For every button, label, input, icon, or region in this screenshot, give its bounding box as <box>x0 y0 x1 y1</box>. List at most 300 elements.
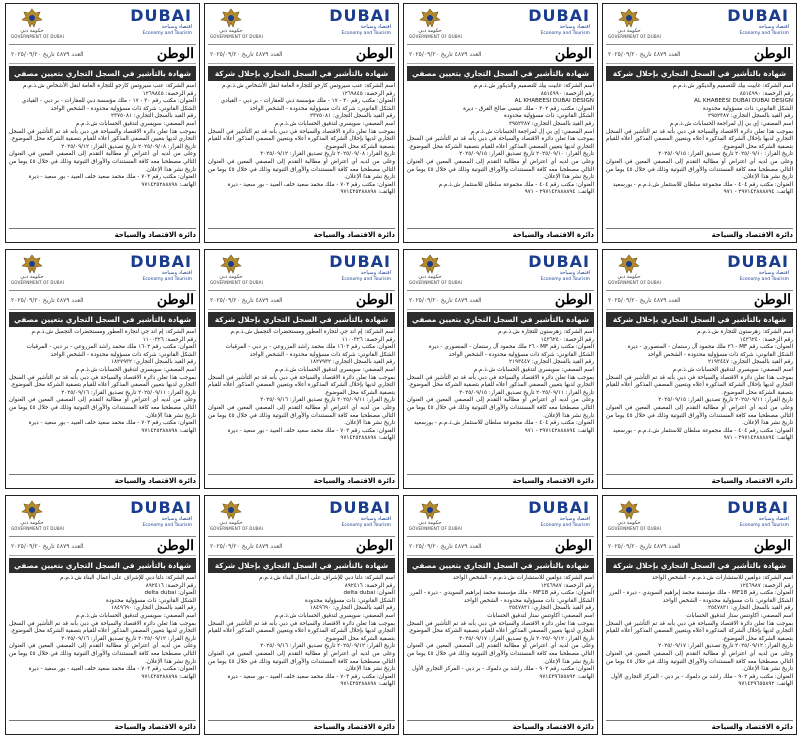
notice-line: الهاتف: ٩٧١٤٣٩٦٥٥٨٩٢ <box>738 681 793 688</box>
notice-line: اسم الشركة: غابيت بيك للتصميم والديكور ش.ذ.م.م <box>473 83 594 89</box>
notice-header <box>208 6 395 45</box>
notice-footer <box>9 474 196 485</box>
notice-line: العنوان: مكتب رقم MF18 - ملك مؤسسة محمد إبراهيم السويدي - ديرة - المرر <box>608 590 793 597</box>
newspaper-name: الوطن <box>554 292 592 308</box>
notice-footer <box>208 228 395 239</box>
government-name-ar: حكومة دبي <box>219 28 243 34</box>
department-name: دائرة الاقتصاد والسياحة <box>512 231 594 239</box>
notice-line: الهاتف: ٩٧١٤٢٥٢٨٨٨٩٨ <box>340 681 395 688</box>
notice-line: اسم الشركة: دلتا دبي للإشراف على أعمال البناء ش.ذ.م.م <box>60 575 196 581</box>
newspaper-name: الوطن <box>753 538 791 554</box>
issue-info: العدد ٤٨٧٩ تاريخ ٢٠٢٥/٠٩/٢٠ <box>608 542 681 550</box>
notice-line: رقم القيد بالسجل التجاري: ١٨٤٩٦٩٠ <box>310 605 395 612</box>
government-name-ar: حكومة دبي <box>418 520 442 526</box>
notice-line: رقم القيد بالسجل التجاري: ١٨٢٧٩٣٢ <box>111 359 196 366</box>
newspaper-masthead <box>9 537 196 556</box>
notice-line: اسم المصفي: إي بي إل لمراجعة الحسابات ش.ذ.م.م <box>669 120 793 127</box>
notice-line: رقم القيد بالسجل التجاري: ٢١٩٣٤٤٧ <box>509 359 594 366</box>
notice-line: تاريخ القرار: ٢٠٢٥/٠٩/١١ تاريخ تصديق القرار: ٢٠٢٥/٠٩/١٥ <box>459 389 594 396</box>
notice-header <box>9 252 196 291</box>
notice-line: الهاتف: ٩٧١٤٢٥٢٨٨٨٩٨ <box>141 427 196 434</box>
notice-footer <box>208 474 395 485</box>
notice-line: بموجب هذا تعلن دائرة الاقتصاد والسياحة في دبي بأنه قد تم التأشير في السجل التجاري لديها بتعيين المصفي المذكور أعلاه للقيام بتصفية الشركة محل الموضوع. <box>407 374 594 389</box>
dubai-logo-ar: اقتصاد وسياحة <box>161 24 192 30</box>
notice-line: اسم المصفي: سويسري لتدقيق الحسابات ش.ذ.م.م <box>75 612 196 619</box>
notice-header <box>9 498 196 537</box>
notice-line: العنوان: مكتب رقم MF - ٢٦ ملك محمود آل رستمان - المنصوري - ديرة <box>428 344 594 351</box>
notice-line: اسم المصفي: سويسري لتدقيق الحسابات ش.ذ.م.م <box>473 366 594 373</box>
issue-info: العدد ٤٨٧٩ تاريخ ٢٠٢٥/٠٩/٢٠ <box>409 296 482 304</box>
government-emblem <box>210 254 264 285</box>
dubai-logo-ar: اقتصاد وسياحة <box>161 516 192 522</box>
notice-line: الشكل القانوني: ذات مسؤولية محدودة <box>305 597 395 604</box>
notice-line: العنوان: مكتب رقم ٣٠٢ - ملك عيسى صالح القرق - ديرة <box>463 105 594 112</box>
issue-info: العدد ٤٨٧٩ تاريخ ٢٠٢٥/٠٩/٢٠ <box>409 542 482 550</box>
notice-line: اسم المصفي: إي بي إل لمراجعة الحسابات ش.ذ.م.م <box>470 128 594 135</box>
government-emblem <box>608 254 662 285</box>
notice-line: اسم المصفي: سويسري لتدقيق الحسابات ش.ذ.م.م <box>274 366 395 373</box>
newspaper-name: الوطن <box>355 538 393 554</box>
notice-card <box>403 3 598 243</box>
notices-grid <box>3 3 797 735</box>
newspaper-name: الوطن <box>355 292 393 308</box>
dubai-logo-ar: اقتصاد وسياحة <box>758 24 789 30</box>
notice-line: رقم القيد بالسجل التجاري: ١٨٤٩٦٩٠ <box>111 605 196 612</box>
notice-line: الهاتف: ٩٧١٤٢٥٢٨٨٨٩٨ <box>340 189 395 196</box>
notice-line: العنوان: مكتب رقم ٧٠٣ - ملك محمد سعيد خلف العبيد - بور سعيد - ديرة <box>227 427 395 434</box>
notice-line: وعلى من لديه أي اعتراض أو مطالبة التقدم إلى المصفي المعين في العنوان التالي مصطحبا معه كافة المستندات والأوراق الثبوتية وذلك في خلال ٤٥ يوما من تاريخ نشر هذا الإعلان. <box>208 158 395 181</box>
dubai-logo-en: Economy and Tourism <box>739 31 789 36</box>
dubai-logo-en: Economy and Tourism <box>341 523 391 528</box>
notice-line: العنوان: مكتب رقم ١٦٠٢ ملك محمد راشد المزروعي - بر دبي - المرقبات <box>225 344 395 351</box>
notice-line: وعلى من لديه أي اعتراض أو مطالبة التقدم إلى المصفي المعين في العنوان التالي مصطحبا معه كافة المستندات والأوراق الثبوتية وذلك في خلال ٤٥ يوما من تاريخ نشر هذا الإعلان. <box>606 404 793 427</box>
newspaper-masthead <box>208 537 395 556</box>
notice-line: بموجب هذا تعلن دائرة الاقتصاد والسياحة في دبي بأنه قد تم التأشير في السجل التجاري لديها بتعيين المصفي المذكور أعلاه للقيام بتصفية الشركة محل الموضوع. <box>9 620 196 635</box>
newspaper-masthead <box>407 537 594 556</box>
notice-line: اسم الشركة: إم اند جي لتجارة العطور ومستحضرات التجميل ش.ذ.م.م <box>230 329 395 335</box>
dubai-wordmark: DUBAI <box>130 252 192 271</box>
newspaper-name: الوطن <box>156 292 194 308</box>
dubai-logo-ar: اقتصاد وسياحة <box>360 516 391 522</box>
department-name: دائرة الاقتصاد والسياحة <box>512 477 594 485</box>
emblem-icon <box>11 8 53 28</box>
notice-title: شهادة بالتأشير في السجل التجاري بإحلال شركة <box>208 558 395 573</box>
government-emblem <box>11 254 65 285</box>
government-name-en: GOVERNMENT OF DUBAI <box>409 34 463 39</box>
issue-info: العدد ٤٨٧٩ تاريخ ٢٠٢٥/٠٩/٢٠ <box>11 50 84 58</box>
notice-line: اسم الشركة: دولفين للاستشارات ش.ذ.م.م - الشخص الواحد <box>651 575 793 581</box>
notice-header <box>606 6 793 45</box>
notice-line: تاريخ القرار: ٢٠٢٥/٠٩/١٢ تاريخ تصديق القرار: ٢٠٢٥/٠٩/١٧ <box>459 635 594 642</box>
notice-line: اسم الشركة: زهرستون للتجارة ش.ذ.م.م <box>697 329 793 335</box>
notice-footer <box>606 228 793 239</box>
dubai-economy-logo <box>130 499 192 529</box>
emblem-icon <box>608 8 650 28</box>
notice-line: اسم المصفي: سويسري لتدقيق الحسابات ش.ذ.م.م <box>75 120 196 127</box>
notice-title: شهادة بالتأشير في السجل التجاري بتعيين مصفي <box>9 66 196 81</box>
department-name: دائرة الاقتصاد والسياحة <box>711 231 793 239</box>
newspaper-masthead <box>407 291 594 310</box>
department-name: دائرة الاقتصاد والسياحة <box>711 477 793 485</box>
dubai-economy-logo <box>329 499 391 529</box>
dubai-logo-en: Economy and Tourism <box>739 523 789 528</box>
notice-header <box>208 498 395 537</box>
government-name-ar: حكومة دبي <box>418 274 442 280</box>
emblem-icon <box>11 500 53 520</box>
notice-line: اسم الشركة: عنب سيروتس كارجو للتجارة العامة لنقل الأشخاص ش.ذ.م.م <box>221 83 395 89</box>
notice-line: الهاتف: ٢٩٧١٤٢٨٨٨٨٩٤ - ٩٧١ <box>723 435 793 442</box>
notice-card <box>602 249 797 489</box>
notice-line: الشكل القانوني: شركة ذات مسؤولية محدودة - الشخص الواحد <box>249 105 395 112</box>
notice-title: شهادة بالتأشير في السجل التجاري بإحلال شركة <box>606 558 793 573</box>
notice-body <box>606 329 793 443</box>
dubai-economy-logo <box>727 253 789 283</box>
dubai-wordmark: DUBAI <box>130 498 192 517</box>
government-name-en: GOVERNMENT OF DUBAI <box>11 34 65 39</box>
government-name-ar: حكومة دبي <box>20 274 44 280</box>
dubai-logo-en: Economy and Tourism <box>739 277 789 282</box>
notice-line: الشكل القانوني: شركة ذات مسؤولية محدودة - الشخص الواحد <box>448 351 594 358</box>
emblem-icon <box>409 500 451 520</box>
issue-info: العدد ٤٨٧٩ تاريخ ٢٠٢٥/٠٩/٢٠ <box>11 542 84 550</box>
government-name-ar: حكومة دبي <box>20 520 44 526</box>
notice-line: العنوان: مكتب رقم MF - ٢٦ ملك محمود آل رستمان - المنصوري - ديرة <box>627 344 793 351</box>
notice-line: اسم المصفي: أكاونتس ستار لتدقيق الحسابات <box>487 612 594 619</box>
notice-line: وعلى من لديه أي اعتراض أو مطالبة التقدم إلى المصفي المعين في العنوان التالي مصطحبا معه كافة المستندات والأوراق الثبوتية وذلك في خلال ٤٥ يوما من تاريخ نشر هذا الإعلان. <box>407 397 594 419</box>
notice-line: اسم الشركة: عنب سيروتس كارجو للتجارة العامة لنقل الأشخاص ش.ذ.م.م <box>22 83 196 89</box>
notice-line: تاريخ القرار: ٢٠٢٥/٠٩/١١ تاريخ تصديق القرار: ٢٠٢٥/٠٩/١٦ <box>260 397 395 404</box>
notice-line: تاريخ القرار: ٢٠٢٥/٠٩/٠٨ تاريخ تصديق القرار: ٢٠٢٥/٠٩/١٢ <box>61 143 196 150</box>
notice-line: العنوان: مكتب رقم ٧٠٣ - ملك محمد سعيد خلف العبيد - بور سعيد - ديرة <box>28 174 196 181</box>
dubai-logo-en: Economy and Tourism <box>341 277 391 282</box>
notice-line: رقم القيد بالسجل التجاري: ٢١٩٣٤٤٧ <box>708 359 793 366</box>
notice-line: وعلى من لديه أي اعتراض أو مطالبة التقدم إلى المصفي المعين في العنوان التالي مصطحبا معه كافة المستندات والأوراق الثبوتية وذلك في خلال ٤٥ يوما من تاريخ نشر هذا الإعلان. <box>208 650 395 673</box>
department-name: دائرة الاقتصاد والسياحة <box>313 477 395 485</box>
dubai-economy-logo <box>528 7 590 37</box>
notice-title: شهادة بالتأشير في السجل التجاري بإحلال شركة <box>208 312 395 327</box>
notice-line: رقم القيد بالسجل التجاري: ٢٥٤٧٨٣١ <box>708 605 793 612</box>
issue-info: العدد ٤٨٧٩ تاريخ ٢٠٢٥/٠٩/٢٠ <box>608 296 681 304</box>
dubai-logo-ar: اقتصاد وسياحة <box>758 270 789 276</box>
notice-line: رقم الرخصة: ١٢٦٩٨٤٥ <box>142 90 196 97</box>
notice-line: الشكل القانوني: ذات مسؤولية محدودة - الشخص الواحد <box>463 597 594 604</box>
dubai-logo-ar: اقتصاد وسياحة <box>559 24 590 30</box>
notice-line: رقم الرخصة: ٨٩٢٤١٦ <box>344 582 395 589</box>
dubai-logo-ar: اقتصاد وسياحة <box>360 270 391 276</box>
government-name-ar: حكومة دبي <box>617 520 641 526</box>
notice-line: رقم القيد بالسجل التجاري: ٢٣٧٥٠٨١ <box>111 113 196 120</box>
dubai-logo-en: Economy and Tourism <box>540 31 590 36</box>
newspaper-masthead <box>606 537 793 556</box>
notice-line: العنوان: مكتب رقم ٤٠٤ - ملك مجموعة سلطان للاستثمار ش.ذ.م.م - بورسعيد <box>612 427 793 434</box>
notice-line: اسم الشركة: دولفين للاستشارات ش.ذ.م.م - الشخص الواحد <box>452 575 594 581</box>
notice-line: العنوان: مكتب رقم ٧٠٣ - ملك محمد سعيد خلف العبيد - بور سعيد - ديرة <box>28 420 196 427</box>
government-emblem <box>608 500 662 531</box>
dubai-economy-logo <box>727 499 789 529</box>
dubai-wordmark: DUBAI <box>727 6 789 25</box>
issue-info: العدد ٤٨٧٩ تاريخ ٢٠٢٥/٠٩/٢٠ <box>210 50 283 58</box>
notice-line: بموجب هذا تعلن دائرة الاقتصاد والسياحة في دبي بأنه قد تم التأشير في السجل التجاري لديها بإحلال الشركة المذكورة أعلاه وبتعيين المصفي المذكور أعلاه للقيام بتصفية الشركة محل الموضوع. <box>606 620 793 642</box>
notice-body <box>208 83 395 197</box>
notice-line: وعلى من لديه أي اعتراض أو مطالبة التقدم إلى المصفي المعين في العنوان التالي مصطحبا معه كافة المستندات والأوراق الثبوتية وذلك في خلال ٤٥ يوما من تاريخ نشر هذا الإعلان. <box>9 643 196 665</box>
notice-card <box>5 495 200 735</box>
government-name-en: GOVERNMENT OF DUBAI <box>409 526 463 531</box>
issue-info: العدد ٤٨٧٩ تاريخ ٢٠٢٥/٠٩/٢٠ <box>210 542 283 550</box>
notice-line: الهاتف: ٩٧١٤٢٥٢٨٨٨٩٨ <box>340 435 395 442</box>
notice-body <box>407 575 594 681</box>
notice-line: اسم الشركة: زهرستون للتجارة ش.ذ.م.م <box>498 329 594 335</box>
government-name-en: GOVERNMENT OF DUBAI <box>11 526 65 531</box>
notice-card <box>204 3 399 243</box>
dubai-logo-ar: اقتصاد وسياحة <box>559 270 590 276</box>
notice-line: تاريخ القرار: ٢٠٢٥/٠٩/١١ تاريخ تصديق القرار: ٢٠٢٥/٠٩/١٥ <box>658 397 793 404</box>
notice-header <box>208 252 395 291</box>
newspaper-name: الوطن <box>355 46 393 62</box>
notice-line: AL KHABEESI DUBAI DESIGN <box>514 98 594 105</box>
notice-line: الهاتف: ٢٩٧١٤٢٨٨٨٨٩٤ - ٩٧١ <box>723 189 793 196</box>
notice-line: رقم الرخصة: ١٢٦٩٨٤٥ <box>341 90 395 97</box>
government-name-ar: حكومة دبي <box>20 28 44 34</box>
issue-info: العدد ٤٨٧٩ تاريخ ٢٠٢٥/٠٩/٢٠ <box>210 296 283 304</box>
notice-line: الشكل القانوني: شركة ذات مسؤولية محدودة - الشخص الواحد <box>647 351 793 358</box>
government-emblem <box>409 500 463 531</box>
department-name: دائرة الاقتصاد والسياحة <box>114 477 196 485</box>
notice-line: اسم المصفي: أكاونتس ستار لتدقيق الحسابات <box>686 612 793 619</box>
dubai-wordmark: DUBAI <box>329 6 391 25</box>
notice-line: رقم القيد بالسجل التجاري: ٢٩٥٢٣٨٧ <box>708 113 793 120</box>
notice-line: تاريخ القرار: ٢٠٢٥/٠٩/١٠ تاريخ تصديق القرار: ٢٠٢٥/٠٩/١٥ <box>658 151 793 158</box>
notice-header <box>9 6 196 45</box>
dubai-logo-en: Economy and Tourism <box>142 277 192 282</box>
notice-header <box>407 498 594 537</box>
newspaper-masthead <box>606 45 793 64</box>
notice-title: شهادة بالتأشير في السجل التجاري بتعيين مصفي <box>407 312 594 327</box>
dubai-wordmark: DUBAI <box>130 6 192 25</box>
dubai-wordmark: DUBAI <box>528 498 590 517</box>
government-name-ar: حكومة دبي <box>219 520 243 526</box>
dubai-economy-logo <box>329 7 391 37</box>
newspaper-masthead <box>208 291 395 310</box>
emblem-icon <box>210 500 252 520</box>
notice-line: الشكل القانوني: شركة ذات مسؤولية محدودة - الشخص الواحد <box>50 105 196 112</box>
notice-line: رقم الرخصة: ١٢٤٦٩٨٧ <box>739 582 793 589</box>
issue-info: العدد ٤٨٧٩ تاريخ ٢٠٢٥/٠٩/٢٠ <box>409 50 482 58</box>
notice-line: اسم الشركة: إم اند جي لتجارة العطور ومستحضرات التجميل ش.ذ.م.م <box>31 329 196 335</box>
notice-line: العنوان: مكتب رقم ٣٠ - ١٧ - ملك مؤسسة دبي للعقارات - بر دبي - القيادي <box>220 98 395 105</box>
newspaper-masthead <box>9 45 196 64</box>
emblem-icon <box>409 8 451 28</box>
notice-line: العنوان: مكتب رقم ٩٠٢ - ملك راشد بن دلموك - بر دبي - المركز التجاري الأول <box>412 666 594 673</box>
notice-card <box>602 495 797 735</box>
newspaper-masthead <box>208 45 395 64</box>
dubai-economy-logo <box>329 253 391 283</box>
notice-line: اسم الشركة: دلتا دبي للإشراف على أعمال البناء ش.ذ.م.م <box>259 575 395 581</box>
notice-line: رقم القيد بالسجل التجاري: ٢٥٤٧٨٣١ <box>509 605 594 612</box>
notice-line: اسم المصفي: سويسري لتدقيق الحسابات ش.ذ.م.م <box>75 366 196 373</box>
dubai-logo-en: Economy and Tourism <box>540 523 590 528</box>
department-name: دائرة الاقتصاد والسياحة <box>114 723 196 731</box>
notice-line: وعلى من لديه أي اعتراض أو مطالبة التقدم إلى المصفي المعين في العنوان التالي مصطحبا معه كافة المستندات والأوراق الثبوتية وذلك في خلال ٤٥ يوما من تاريخ نشر هذا الإعلان. <box>407 643 594 665</box>
emblem-icon <box>210 254 252 274</box>
department-name: دائرة الاقتصاد والسياحة <box>313 723 395 731</box>
emblem-icon <box>608 254 650 274</box>
dubai-wordmark: DUBAI <box>727 498 789 517</box>
notice-line: الشكل القانوني: ذات مسؤولية محدودة <box>106 597 196 604</box>
notice-line: رقم الرخصة: ٨٥١٤٩٩٠ <box>739 90 793 97</box>
notice-body <box>9 329 196 435</box>
notice-body <box>606 83 793 197</box>
notice-title: شهادة بالتأشير في السجل التجاري بإحلال شركة <box>208 66 395 81</box>
notice-card <box>5 3 200 243</box>
notice-line: تاريخ القرار: ٢٠٢٥/٠٩/١٢ تاريخ تصديق القرار: ٢٠٢٥/٠٩/١٦ <box>260 643 395 650</box>
notice-title: شهادة بالتأشير في السجل التجاري بتعيين مصفي <box>407 66 594 81</box>
government-name-en: GOVERNMENT OF DUBAI <box>210 34 264 39</box>
government-name-ar: حكومة دبي <box>418 28 442 34</box>
notice-line: بموجب هذا تعلن دائرة الاقتصاد والسياحة في دبي بأنه قد تم التأشير في السجل التجاري لديها بتعيين المصفي المذكور أعلاه للقيام بتصفية الشركة محل الموضوع. <box>407 620 594 635</box>
notice-line: بموجب هذا تعلن دائرة الاقتصاد والسياحة في دبي بأنه قد تم التأشير في السجل التجاري لديها بتعيين المصفي المذكور أعلاه للقيام بتصفية الشركة محل الموضوع. <box>9 374 196 389</box>
dubai-logo-ar: اقتصاد وسياحة <box>360 24 391 30</box>
notice-line: بموجب هذا تعلن دائرة الاقتصاد والسياحة في دبي بأنه قد تم التأشير في السجل التجاري لديها بتعيين المصفي المذكور أعلاه للقيام بتصفية الشركة محل الموضوع. <box>407 136 594 150</box>
emblem-icon <box>210 8 252 28</box>
notice-line: تاريخ القرار: ٢٠٢٥/٠٩/١٢ تاريخ تصديق القرار: ٢٠٢٥/٠٩/١٧ <box>658 643 793 650</box>
government-name-en: GOVERNMENT OF DUBAI <box>210 526 264 531</box>
newspaper-name: الوطن <box>156 538 194 554</box>
notice-line: اسم المصفي: سويسري لتدقيق الحسابات ش.ذ.م.م <box>274 120 395 127</box>
notice-line: بموجب هذا تعلن دائرة الاقتصاد والسياحة في دبي بأنه قد تم التأشير في السجل التجاري لديها بتعيين المصفي المذكور أعلاه للقيام بتصفية الشركة محل الموضوع. <box>9 128 196 143</box>
notice-card <box>204 495 399 735</box>
government-name-ar: حكومة دبي <box>617 274 641 280</box>
dubai-logo-en: Economy and Tourism <box>341 31 391 36</box>
dubai-economy-logo <box>528 253 590 283</box>
notice-footer <box>407 720 594 731</box>
notice-title: شهادة بالتأشير في السجل التجاري بإحلال شركة <box>606 66 793 81</box>
government-emblem <box>11 500 65 531</box>
notice-line: العنوان: مكتب رقم ٧٠٣ - ملك محمد سعيد خلف العبيد - بور سعيد - ديرة <box>227 181 395 188</box>
government-emblem <box>409 254 463 285</box>
notice-card <box>602 3 797 243</box>
notice-footer <box>407 228 594 239</box>
issue-info: العدد ٤٨٧٩ تاريخ ٢٠٢٥/٠٩/٢٠ <box>608 50 681 58</box>
notice-line: وعلى من لديه أي اعتراض أو مطالبة التقدم إلى المصفي المعين في العنوان التالي مصطحبا معه كافة المستندات والأوراق الثبوتية وذلك في خلال ٤٥ يوما من تاريخ نشر هذا الإعلان. <box>606 650 793 673</box>
newspaper-masthead <box>606 291 793 310</box>
notice-line: وعلى من لديه أي اعتراض أو مطالبة التقدم إلى المصفي المعين في العنوان التالي مصطحبا معه كافة المستندات والأوراق الثبوتية وذلك في خلال ٤٥ يوما من تاريخ نشر هذا الإعلان. <box>208 404 395 427</box>
notice-body <box>606 575 793 689</box>
notice-line: رقم القيد بالسجل التجاري: ١٨٢٧٩٣٢ <box>310 359 395 366</box>
notice-body <box>407 329 594 435</box>
notice-line: رقم القيد بالسجل التجاري: ٢٣٧٥٠٨١ <box>310 113 395 120</box>
government-emblem <box>409 8 463 39</box>
dubai-economy-logo <box>727 7 789 37</box>
government-name-en: GOVERNMENT OF DUBAI <box>409 280 463 285</box>
notice-line: اسم المصفي: سويسري لتدقيق الحسابات ش.ذ.م.م <box>672 366 793 373</box>
notice-line: العنوان: مكتب رقم ٤٠٤ - ملك مجموعة سلطان للاستثمار ش.ذ.م.م - بورسعيد <box>413 420 594 427</box>
notice-line: وعلى من لديه أي اعتراض أو مطالبة التقدم إلى المصفي المعين في العنوان التالي مصطحبا معه كافة المستندات والأوراق الثبوتية وذلك في خلال ٤٥ يوما من تاريخ نشر هذا الإعلان. <box>9 397 196 419</box>
notice-line: العنوان: delta dubai <box>144 590 196 597</box>
newspaper-name: الوطن <box>753 46 791 62</box>
government-name-en: GOVERNMENT OF DUBAI <box>11 280 65 285</box>
notice-title: شهادة بالتأشير في السجل التجاري بتعيين مصفي <box>9 312 196 327</box>
notice-line: الهاتف: ٢٩٧١٤٢٨٨٨٨٩٤ - ٩٧١ <box>524 189 594 196</box>
emblem-icon <box>409 254 451 274</box>
notice-card <box>5 249 200 489</box>
notice-line: رقم الرخصة: ٨٥١٤٩٩٠ <box>540 90 594 97</box>
notice-line: رقم الرخصة: ٨٩٢٤١٦ <box>145 582 196 589</box>
emblem-icon <box>608 500 650 520</box>
notice-line: وعلى من لديه أي اعتراض أو مطالبة التقدم إلى المصفي المعين في العنوان التالي مصطحبا معه كافة المستندات والأوراق الثبوتية وذلك في خلال ٤٥ يوما من تاريخ نشر هذا الإعلان. <box>407 158 594 181</box>
government-emblem <box>210 500 264 531</box>
notice-line: تاريخ القرار: ٢٠٢٥/٠٩/١٠ تاريخ تصديق القرار: ٢٠٢٥/٠٩/١٥ <box>459 151 594 158</box>
government-name-en: GOVERNMENT OF DUBAI <box>608 280 662 285</box>
notice-line: العنوان: مكتب رقم ٧٠٣ - ملك محمد سعيد خلف العبيد - بور سعيد - ديرة <box>28 666 196 673</box>
notice-title: شهادة بالتأشير في السجل التجاري بتعيين مصفي <box>9 558 196 573</box>
notice-line: رقم الرخصة: ١٢٤٦٩٨٧ <box>540 582 594 589</box>
government-emblem <box>210 8 264 39</box>
notice-footer <box>606 474 793 485</box>
notice-line: بموجب هذا تعلن دائرة الاقتصاد والسياحة في دبي بأنه قد تم التأشير في السجل التجاري لديها بإحلال الشركة المذكورة أعلاه وبتعيين المصفي المذكور أعلاه للقيام بتصفية الشركة محل الموضوع. <box>606 128 793 150</box>
notice-line: الهاتف: ٩٧١٤٣٩٦٥٥٨٩٢ <box>539 673 594 680</box>
department-name: دائرة الاقتصاد والسياحة <box>711 723 793 731</box>
notice-body <box>9 83 196 189</box>
notice-line: الهاتف: ٩٧١٤٢٥٢٨٨٨٩٨ <box>141 673 196 680</box>
notice-body <box>208 575 395 689</box>
notice-footer <box>9 228 196 239</box>
notice-body <box>407 83 594 197</box>
dubai-logo-en: Economy and Tourism <box>142 523 192 528</box>
notice-line: الشكل القانوني: شركة ذات مسؤولية محدودة - الشخص الواحد <box>50 351 196 358</box>
dubai-wordmark: DUBAI <box>528 252 590 271</box>
notice-line: الشكل القانوني: ذات مسؤولية محدودة - الشخص الواحد <box>662 597 793 604</box>
government-emblem <box>11 8 65 39</box>
notice-line: العنوان: مكتب رقم ٤٠٤ - ملك مجموعة سلطان للاستثمار ش.ذ.م.م - بورسعيد <box>612 181 793 188</box>
notice-header <box>407 252 594 291</box>
notice-footer <box>606 720 793 731</box>
notice-line: رقم القيد بالسجل التجاري: ٢٩٥٢٣٨٧ <box>509 120 594 127</box>
notice-line: العنوان: مكتب رقم MF18 - ملك مؤسسة محمد إبراهيم السويدي - ديرة - المرر <box>409 590 594 597</box>
notice-line: اسم الشركة: غابيت بيك للتصميم والديكور ش.ذ.م.م <box>672 83 793 89</box>
notice-body <box>208 329 395 443</box>
issue-info: العدد ٤٨٧٩ تاريخ ٢٠٢٥/٠٩/٢٠ <box>11 296 84 304</box>
notice-header <box>606 498 793 537</box>
notice-line: الشكل القانوني: ذات مسؤولية محدودة <box>504 113 594 120</box>
dubai-wordmark: DUBAI <box>329 252 391 271</box>
notice-line: رقم الرخصة: ١١٠٠٣٢٦ <box>142 336 196 343</box>
dubai-wordmark: DUBAI <box>727 252 789 271</box>
newspaper-masthead <box>407 45 594 64</box>
notice-line: رقم الرخصة: ١٤٣٦٢٤٠ <box>540 336 594 343</box>
emblem-icon <box>11 254 53 274</box>
notice-line: بموجب هذا تعلن دائرة الاقتصاد والسياحة في دبي بأنه قد تم التأشير في السجل التجاري لديها بإحلال الشركة المذكورة أعلاه وبتعيين المصفي المذكور أعلاه للقيام بتصفية الشركة محل الموضوع. <box>606 374 793 396</box>
notice-header <box>407 6 594 45</box>
government-name-ar: حكومة دبي <box>617 28 641 34</box>
dubai-logo-en: Economy and Tourism <box>540 277 590 282</box>
newspaper-name: الوطن <box>753 292 791 308</box>
notice-line: العنوان: delta dubai <box>343 590 395 597</box>
notice-card <box>403 495 598 735</box>
notice-card <box>204 249 399 489</box>
notice-line: العنوان: مكتب رقم ٣٠ - ١٧ - ملك مؤسسة دبي للعقارات - بر دبي - القيادي <box>21 98 196 105</box>
dubai-economy-logo <box>130 7 192 37</box>
notice-line: تاريخ القرار: ٢٠٢٥/٠٩/٠٨ تاريخ تصديق القرار: ٢٠٢٥/٠٩/١٢ <box>260 151 395 158</box>
notice-card <box>403 249 598 489</box>
dubai-logo-en: Economy and Tourism <box>142 31 192 36</box>
dubai-wordmark: DUBAI <box>528 6 590 25</box>
notice-line: بموجب هذا تعلن دائرة الاقتصاد والسياحة في دبي بأنه قد تم التأشير في السجل التجاري لديها بإحلال الشركة المذكورة أعلاه وبتعيين المصفي المذكور أعلاه للقيام بتصفية الشركة محل الموضوع. <box>208 128 395 150</box>
newspaper-name: الوطن <box>554 46 592 62</box>
notice-line: العنوان: مكتب رقم ١٦٠٢ ملك محمد راشد المزروعي - بر دبي - المرقبات <box>26 344 196 351</box>
newspaper-name: الوطن <box>156 46 194 62</box>
notice-line: الهاتف: ٢٩٧١٤٢٨٨٨٨٩٤ - ٩٧١ <box>524 427 594 434</box>
dubai-economy-logo <box>130 253 192 283</box>
